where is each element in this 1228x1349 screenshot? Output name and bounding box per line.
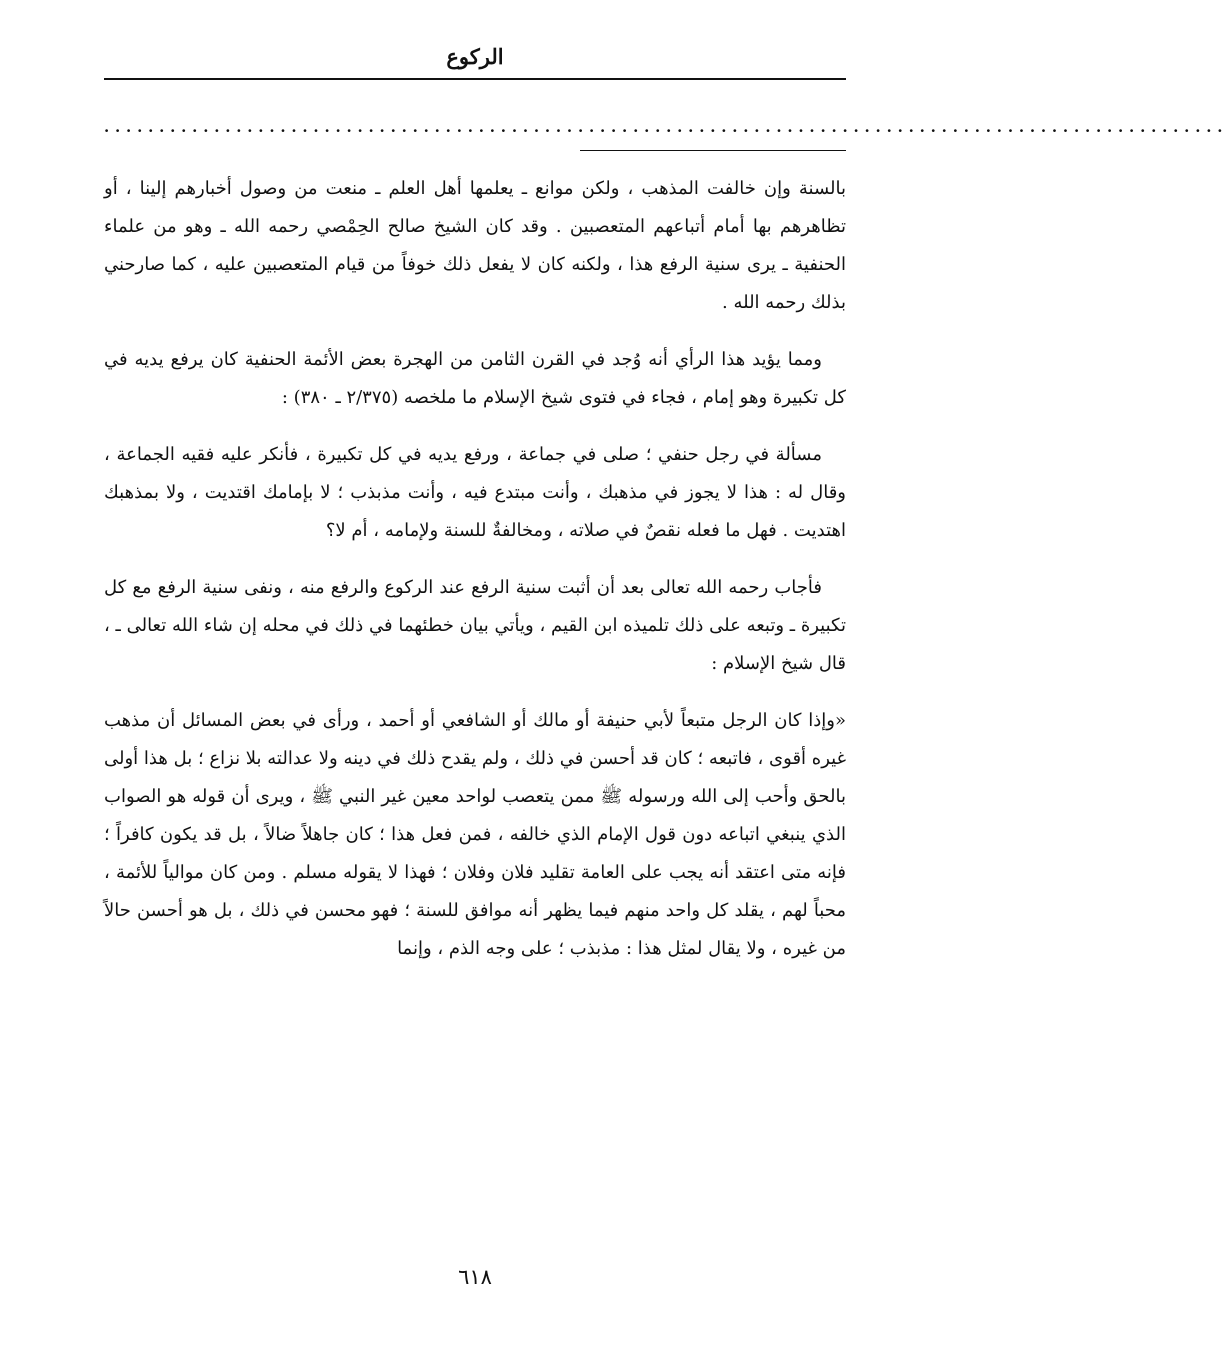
paragraph-answer-intro: فأجاب رحمه الله تعالى بعد أن أثبت سنية الرفع عند الركوع والرفع منه ، ونفى سنية الرفع مع كل تكبيرة ـ وتبعه على ذلك تلميذه ابن القيم ، ويأتي بيان خطئهما في ذلك في محله إن شاء الله تعالى ـ ، قال شيخ الإسلام :: [104, 577, 846, 674]
paragraph-quote: «وإذا كان الرجل متبعاً لأبي حنيفة أو مالك أو الشافعي أو أحمد ، ورأى في بعض المسائل أن مذهب غيره أقوى ، فاتبعه ؛ كان قد أحسن في ذلك ، ولم يقدح ذلك في دينه ولا عدالته بلا نزاع ؛ بل هذا أولى بالحق وأحب إلى الله ورسوله ﷺ ممن يتعصب لواحد معين غير النبي ﷺ ، ويرى أن قوله هو الصواب الذي ينبغي اتباعه دون قول الإمام الذي خالفه ، فمن فعل هذا ؛ كان جاهلاً ضالاً ، بل قد يكون كافراً ؛ فإنه متى اعتقد أنه يجب على العامة تقليد فلان وفلان ؛ فهذا لا يقوله مسلم . ومن كان موالياً للأئمة ، محباً لهم ، يقلد كل واحد منهم فيما يظهر أنه موافق للسنة ؛ فهو محسن في ذلك ، بل هو أحسن حالاً من غيره ، ولا يقال لمثل هذا : مذبذب ؛ على وجه الذم ، وإنما: [104, 710, 846, 959]
body-text: [104, 170, 846, 987]
paragraph-question: مسألة في رجل حنفي ؛ صلى في جماعة ، ورفع يديه في كل تكبيرة ، فأنكر عليه فقيه الجماعة ، وقال له : هذا لا يجوز في مذهبك ، وأنت مبتدع فيه ، وأنت مذبذب ؛ لا بإمامك اقتديت ، ولا بمذهبك اهتديت . فهل ما فعله نقصٌ في صلاته ، ومخالفةٌ للسنة ولإمامه ، أم لا؟: [104, 444, 846, 541]
paragraph-hanafi-imam: ومما يؤيد هذا الرأي أنه وُجد في القرن الثامن من الهجرة بعض الأئمة الحنفية كان يرفع يديه في كل تكبيرة وهو إمام ، فجاء في فتوى شيخ الإسلام ما ملخصه (٢/٣٧٥ ـ ٣٨٠) :: [104, 349, 846, 408]
running-title: الركوع: [446, 44, 504, 69]
paragraph-continuation: بالسنة وإن خالفت المذهب ، ولكن موانع ـ يعلمها أهل العلم ـ منعت من وصول أخبارهم إلينا ، أو تظاهرهم بها أمام أتباعهم المتعصبين . وقد كان الشيخ صالح الحِمْصي رحمه الله ـ وهو من علماء الحنفية ـ يرى سنية الرفع هذا ، ولكنه كان لا يفعل ذلك خوفاً من قيام المتعصبين عليه ، كما صارحني بذلك رحمه الله .: [104, 178, 846, 313]
header-rule: [104, 78, 846, 80]
separator-dots: ......................................................................................................: [104, 118, 1228, 136]
footnote-rule: [580, 150, 846, 151]
page-number: ٦١٨: [458, 1265, 492, 1289]
